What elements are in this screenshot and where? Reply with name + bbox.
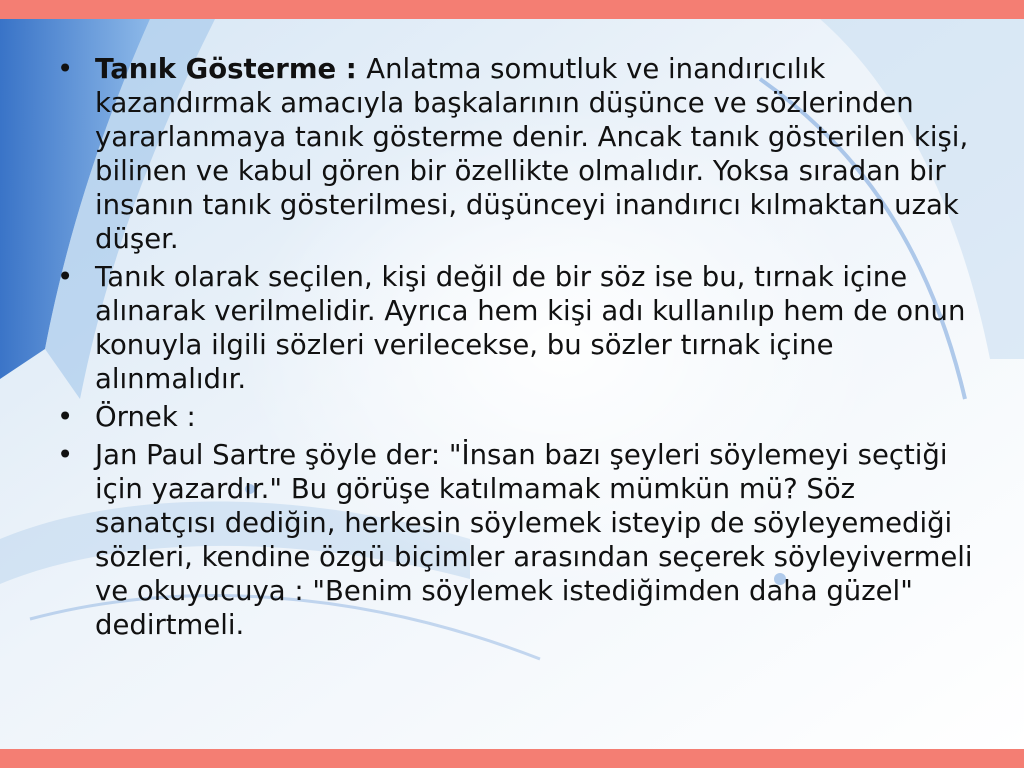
bullet-glyph: • [57, 261, 74, 293]
bullet-glyph: • [57, 439, 74, 471]
list-item [55, 400, 975, 434]
bottom-stripe [0, 749, 1024, 768]
top-stripe [0, 0, 1024, 19]
bullet-text: Örnek : [95, 401, 196, 433]
bullet-text: Tanık olarak seçilen, kişi değil de bir söz ise bu, tırnak içine alınarak verilmelidir. Ayrıca hem kişi adı kullanılıp hem de onun konuyla ilgili sözleri verilecekse, bu sözler tırnak içine alınmalıdır. [95, 261, 966, 395]
list-item [55, 260, 975, 396]
bullet-term: Tanık Gösterme : [95, 53, 367, 85]
bullet-text: Jan Paul Sartre şöyle der: "İnsan bazı şeyleri söylemeyi seçtiği için yazardır." Bu görüşe katılmamak mümkün mü? Söz sanatçısı dediğin, herkesin söylemek isteyip de söyleyemediği sözleri, kendine özgü biçimler arasından seçerek söyleyivermeli ve okuyucuya : "Benim söylemek istediğimden daha güzel" dedirtmeli. [95, 439, 973, 641]
bullet-glyph: • [57, 401, 74, 433]
bullet-glyph: • [57, 53, 74, 85]
list-item [55, 438, 975, 642]
list-item [55, 52, 975, 256]
bullet-list [55, 52, 975, 646]
bullet-text: Anlatma somutluk ve inandırıcılık kazandırmak amacıyla başkalarının düşünce ve sözlerinden yararlanmaya tanık gösterme denir. Ancak tanık gösterilen kişi, bilinen ve kabul gören bir özellikte olmalıdır. Yoksa sıradan bir insanın tanık gösterilmesi, düşünceyi inandırıcı kılmaktan uzak düşer. [95, 53, 969, 255]
